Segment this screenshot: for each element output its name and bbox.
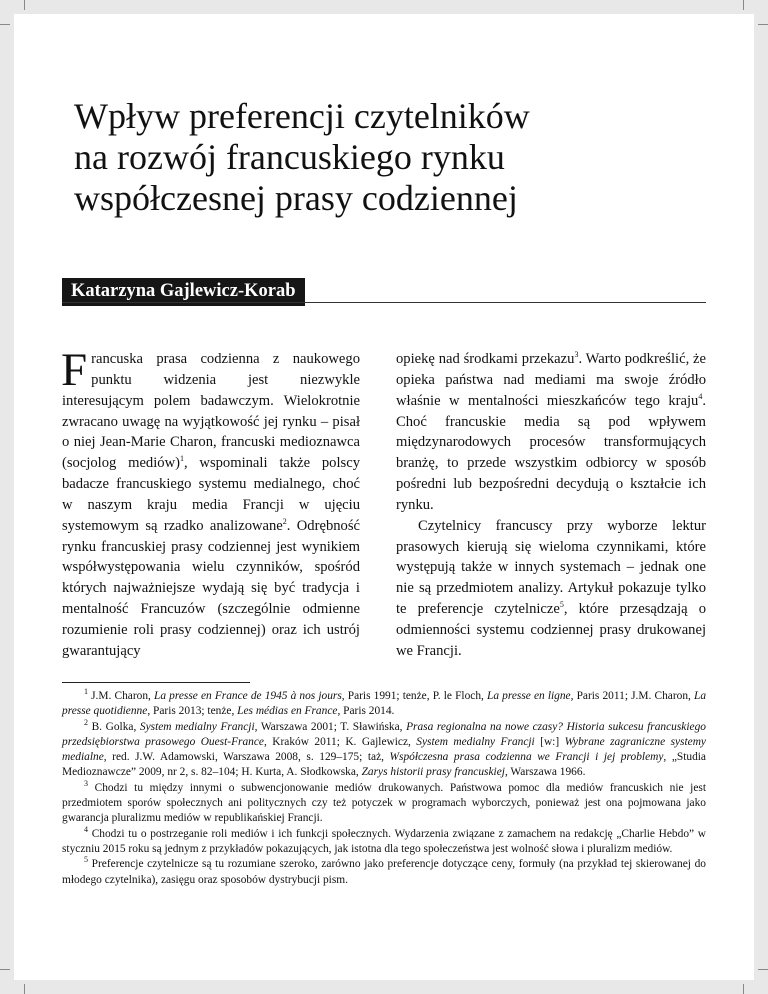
footnote-2 [62,717,706,781]
text-run: opiekę nad środkami przekazu [396,351,575,367]
text-run: Chodzi tu między innymi o subwencjonowanie mediów drukowanych. Państwowa pomoc dla mediów francuskich nie jest przedmiotem sporów społecznych ani politycznych czy też potyczek w programach wyborczych, ponieważ jest ona pojmowana jako gwarancja pluralizmu mediów w republikańskiej Francji. [62,781,706,825]
crop-mark [24,0,25,10]
crop-mark [0,24,10,25]
title-line: współczesnej prasy codziennej [74,178,518,218]
article-title [74,96,714,219]
footnote-number: 2 [84,717,88,727]
cited-title: La presse quotidienne [62,690,707,718]
text-run: Paris 2011; J.M. Charon, [573,690,694,702]
text-run: . Warto podkreślić, że opieka państwa nad mediami ma swoje źródło właśnie w mentalności mieszkańców tego kraju [396,351,706,409]
text-run: Chodzi tu o postrzeganie roli mediów i ich funkcji społecznych. Wydarzenia związane z zamachem na redakcję „Charlie Hebdo” w styczniu 2015 roku są jednym z przykładów pokazujących, jak istotna dla tego społeczeństwa jest wolność słowa i pluralizm mediów. [62,827,706,855]
footnote-ref[interactable]: 2 [282,516,287,526]
cited-title: Współczesna prasa codzienna we Francji i jej problemy [389,751,664,764]
footnote-ref[interactable]: 3 [574,350,579,360]
footnote-number: 4 [84,824,88,834]
author-divider [62,302,706,303]
cited-title: La presse en France de 1945 à nos jours [154,690,342,702]
text-run: , „Studia Medioznawcze” 2009, nr 2, s. 82–104; H. Kurta, A. Słodkowska, [62,751,706,779]
footnote-number: 1 [84,687,88,697]
author-name: Katarzyna Gajlewicz-Korab [62,278,305,306]
paragraph [396,516,706,662]
crop-mark [743,0,744,10]
footnote-1 [62,689,706,720]
cited-title: Wybrane zagraniczne systemy medialne [62,735,706,764]
title-line: Wpływ preferencji czytelników [74,96,530,136]
cited-title: Les médias en France [237,705,338,718]
footnote-number: 3 [84,778,88,788]
drop-cap: F [61,344,88,396]
paragraph [61,344,360,662]
crop-mark [0,969,10,970]
crop-mark [758,24,768,25]
footnotes [62,689,706,888]
body-column-right [396,349,706,662]
footnote-ref[interactable]: 1 [179,454,184,464]
title-line: na rozwój francuskiego rynku [74,137,505,177]
crop-mark [758,969,768,970]
footnote-divider [62,682,250,683]
text-run: rancuska prasa codzienna z naukowego punktu widzenia jest niezwykle interesującym polem badawczym. Wielokrotnie zwracano uwagę na wyjątkowość jej rynku – pisał o niej Jean-Marie Charon, francuski medioznawca (socjolog mediów) [62,351,360,472]
text-run: J.M. Charon, [88,690,154,702]
text-run: , które przesądzają o odmienności systemu codziennej prasy drukowanej we Francji. [396,601,706,659]
text-run: , Paris 1991; tenże, P. le Floch, [341,690,487,702]
cited-title: Zarys historii prasy francuskiej [361,766,505,779]
text-run: , Warszawa 1966. [504,766,586,779]
text-run: . Choć francuskie media są pod wpływem międzynarodowych procesów transformujących branżę, to przede wszystkim odbiorcy w sposób pośredni lub bezpośredni decydują o kształcie ich rynku. [396,392,706,513]
cited-title: System medialny Francji [139,720,255,733]
text-run: Czytelnicy francuscy przy wyborze lektur prasowych kierują się wieloma czynnikami, które występują także w innych systemach – jednak one nie są przedmiotem analizy. Artykuł pokazuje tylko te preferencje czytelnicze [396,517,706,618]
crop-mark [743,984,744,994]
cited-title: Prasa regionalna na nowe czasy? Historia sukcesu francuskiego przedsiębiorstwa prasowego Ouest-France [62,720,706,748]
footnote-number: 5 [84,855,88,865]
text-run: [w:] [534,735,565,748]
text-run: B. Golka, [88,720,140,733]
text-run: , Paris 2014. [337,705,395,718]
cited-title: La presse en ligne, [487,690,574,702]
text-run: , Paris 2013; tenże, [147,705,238,718]
body-column-left [61,344,360,662]
footnote-ref[interactable]: 4 [698,391,703,401]
crop-mark [24,984,25,994]
paragraph [396,349,706,516]
text-run: Preferencje czytelnicze są tu rozumiane szeroko, zarówno jako preferencje dotyczące ceny, formuły (na przykład tej skierowanej do młodego czytelnika), zasięgu oraz sposobów dystrybucji pism. [62,858,706,886]
text-run: , wspominali także polscy badacze francuskiego systemu medialnego, choć w naszym kraju media Francji w ujęciu systemowym są rzadko analizowane [62,455,360,534]
text-run: , Kraków 2011; K. Gajlewicz, [263,735,417,748]
footnote-5 [62,857,706,888]
footnote-4 [62,824,706,858]
footnote-3 [62,778,706,827]
footnote-ref[interactable]: 5 [559,600,564,610]
cited-title: System medialny Francji [416,735,535,748]
text-run: , red. J.W. Adamowski, Warszawa 2008, s. 129–175; taż, [103,751,390,764]
text-run: . Odrębność rynku francuskiej prasy codziennej jest wynikiem współwystępowania wielu czynników, spośród których najważniejsze wydają się być tradycja i mentalność Francuzów (szczególnie odmienne rozumienie roli prasy codziennej) oraz ich ustrój gwarantujący [62,517,360,659]
text-run: , Warszawa 2001; T. Sławińska, [254,720,407,733]
